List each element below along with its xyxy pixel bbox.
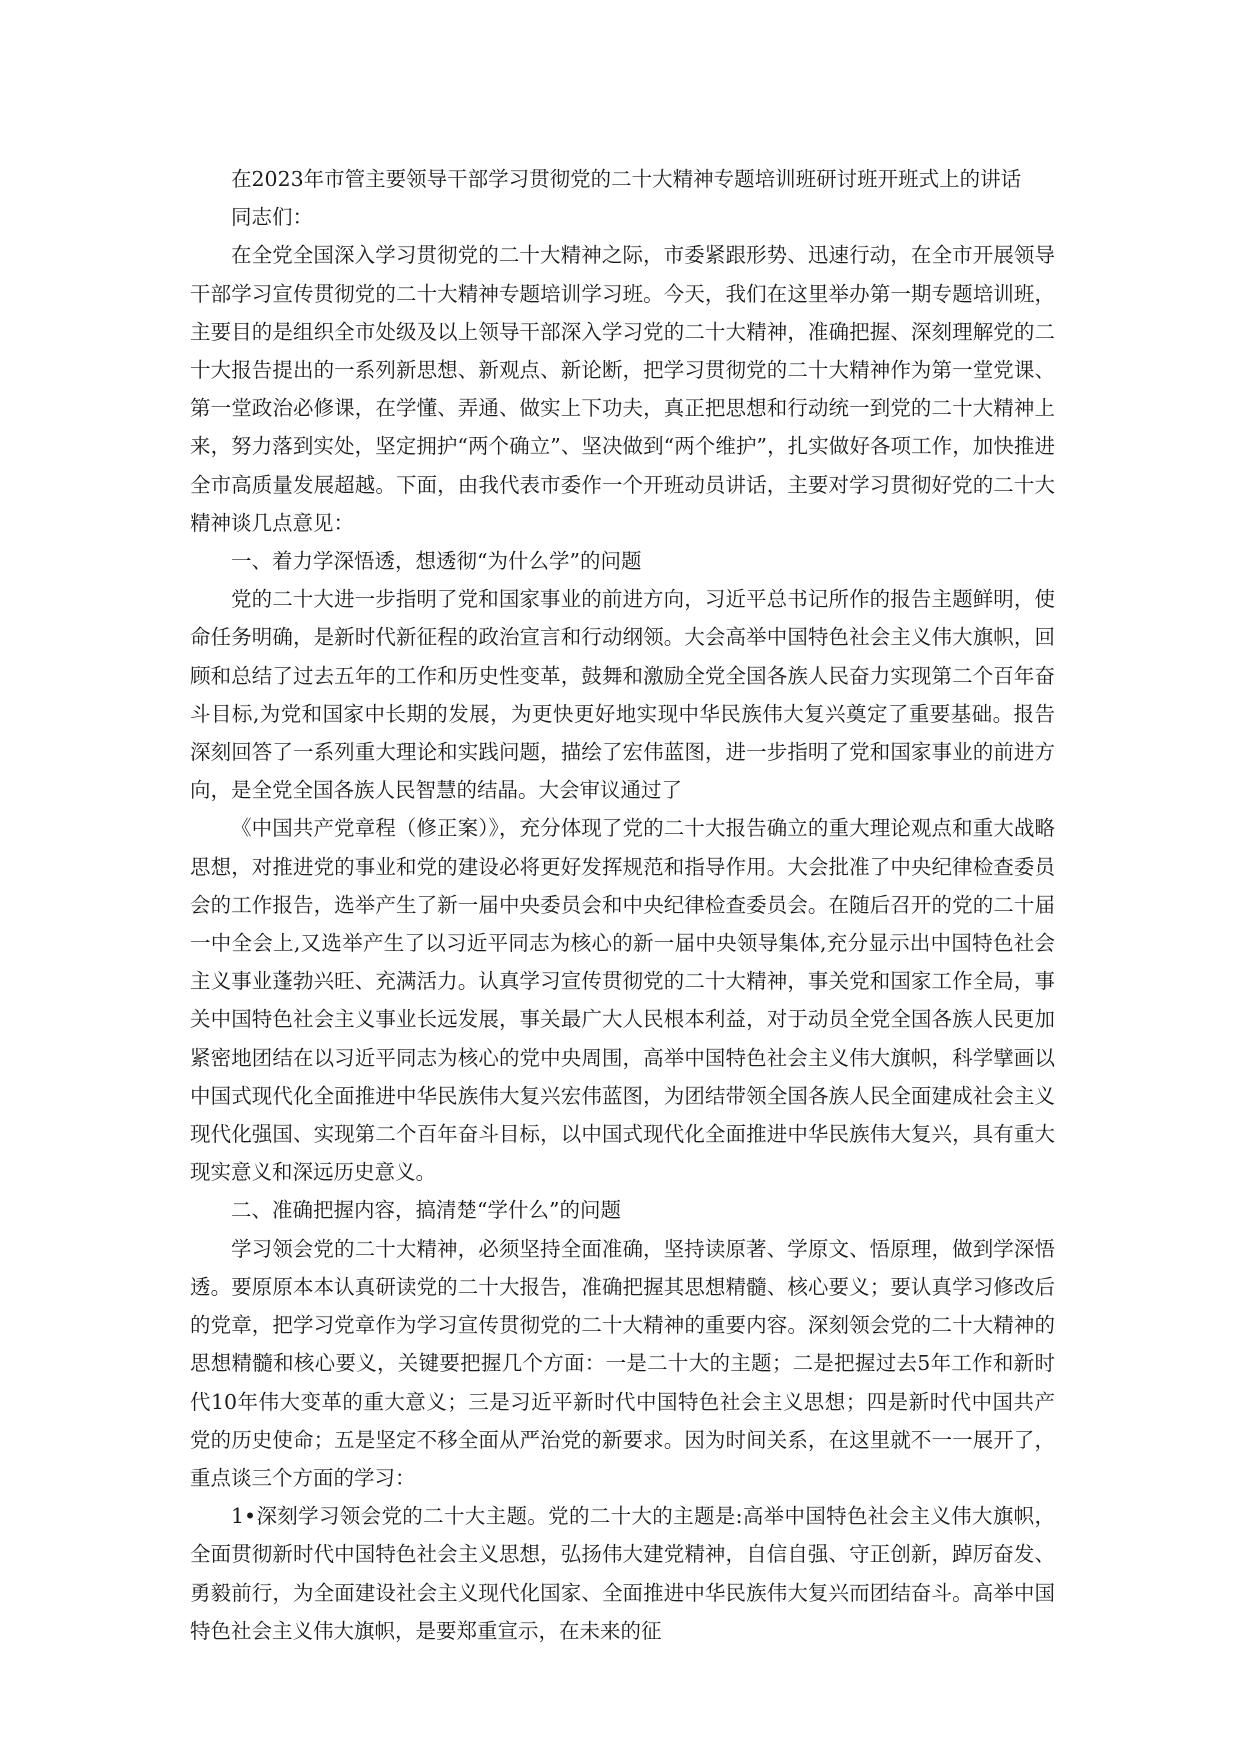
document-title: 在2023年市管主要领导干部学习贯彻党的二十大精神专题培训班研讨班开班式上的讲话 bbox=[231, 167, 1022, 191]
section-heading-2: 二、准确把握内容，搞清楚“学什么”的问题 bbox=[231, 1198, 621, 1223]
paragraph: 党的二十大进一步指明了党和国家事业的前进方向，习近平总书记所作的报告主题鲜明，使命任务明确，是新时代新征程的政治宣言和行动纲领。大会高举中国特色社会主义伟大旗帜，回顾和总结了过去五年的工作和历史性变革，鼓舞和激励全党全国各族人民奋力实现第二个百年奋斗目标,为党和国家中长期的发展，为更快更好地实现中华民族伟大复兴奠定了重要基础。报告深刻回答了一系列重大理论和实践问题，描绘了宏伟蓝图，进一步指明了党和国家事业的前进方向，是全党全国各族人民智慧的结晶。大会审议通过了 bbox=[190, 587, 1055, 803]
paragraph: 在全党全国深入学习贯彻党的二十大精神之际，市委紧跟形势、迅速行动，在全市开展领导干部学习宣传贯彻党的二十大精神专题培训学习班。今天，我们在这里举办第一期专题培训班，主要目的是组织全市处级及以上领导干部深入学习党的二十大精神，准确把握、深刻理解党的二十大报告提出的一系列新思想、新观点、新论断，把学习贯彻党的二十大精神作为第一堂党课、第一堂政治必修课，在学懂、弄通、做实上下功夫，真正把思想和行动统一到党的二十大精神上来，努力落到实处，坚定拥护“两个确立”、坚决做到“两个维护”，扎实做好各项工作，加快推进全市高质量发展超越。下面，由我代表市委作一个开班动员讲话，主要对学习贯彻好党的二十大精神谈几点意见： bbox=[190, 243, 1055, 535]
document-page bbox=[190, 160, 1055, 1650]
paragraph: 学习领会党的二十大精神，必须坚持全面准确，坚持读原著、学原文、悟原理，做到学深悟透。要原原本本认真研读党的二十大报告，准确把握其思想精髓、核心要义；要认真学习修改后的党章，把学习党章作为学习宣传贯彻党的二十大精神的重要内容。深刻领会党的二十大精神的思想精髓和核心要义，关键要把握几个方面：一是二十大的主题；二是把握过去5年工作和新时代10年伟大变革的重大意义；三是习近平新时代中国特色社会主义思想；四是新时代中国共产党的历史使命；五是坚定不移全面从严治党的新要求。因为时间关系，在这里就不一一展开了，重点谈三个方面的学习： bbox=[190, 1236, 1055, 1490]
paragraph: 《中国共产党章程（修正案）》，充分体现了党的二十大报告确立的重大理论观点和重大战略思想，对推进党的事业和党的建设必将更好发挥规范和指导作用。大会批准了中央纪律检查委员会的工作报告，选举产生了新一届中央委员会和中央纪律检查委员会。在随后召开的党的二十届一中全会上,又选举产生了以习近平同志为核心的新一届中央领导集体,充分显示出中国特色社会主义事业蓬勃兴旺、充满活力。认真学习宣传贯彻党的二十大精神，事关党和国家工作全局，事关中国特色社会主义事业长远发展，事关最广大人民根本利益，对于动员全党全国各族人民更加紧密地团结在以习近平同志为核心的党中央周围，高举中国特色社会主义伟大旗帜，科学擘画以中国式现代化全面推进中华民族伟大复兴宏伟蓝图，为团结带领全国各族人民全面建成社会主义现代化强国、实现第二个百年奋斗目标，以中国式现代化全面推进中华民族伟大复兴，具有重大现实意义和深远历史意义。 bbox=[190, 816, 1055, 1185]
salutation: 同志们： bbox=[231, 205, 313, 230]
paragraph: 1•深刻学习领会党的二十大主题。党的二十大的主题是:高举中国特色社会主义伟大旗帜，全面贯彻新时代中国特色社会主义思想，弘扬伟大建党精神，自信自强、守正创新，踔厉奋发、勇毅前行，为全面建设社会主义现代化国家、全面推进中华民族伟大复兴而团结奋斗。高举中国特色社会主义伟大旗帜，是要郑重宣示，在未来的征 bbox=[190, 1504, 1055, 1643]
section-heading-1: 一、着力学深悟透，想透彻“为什么学”的问题 bbox=[231, 549, 642, 574]
